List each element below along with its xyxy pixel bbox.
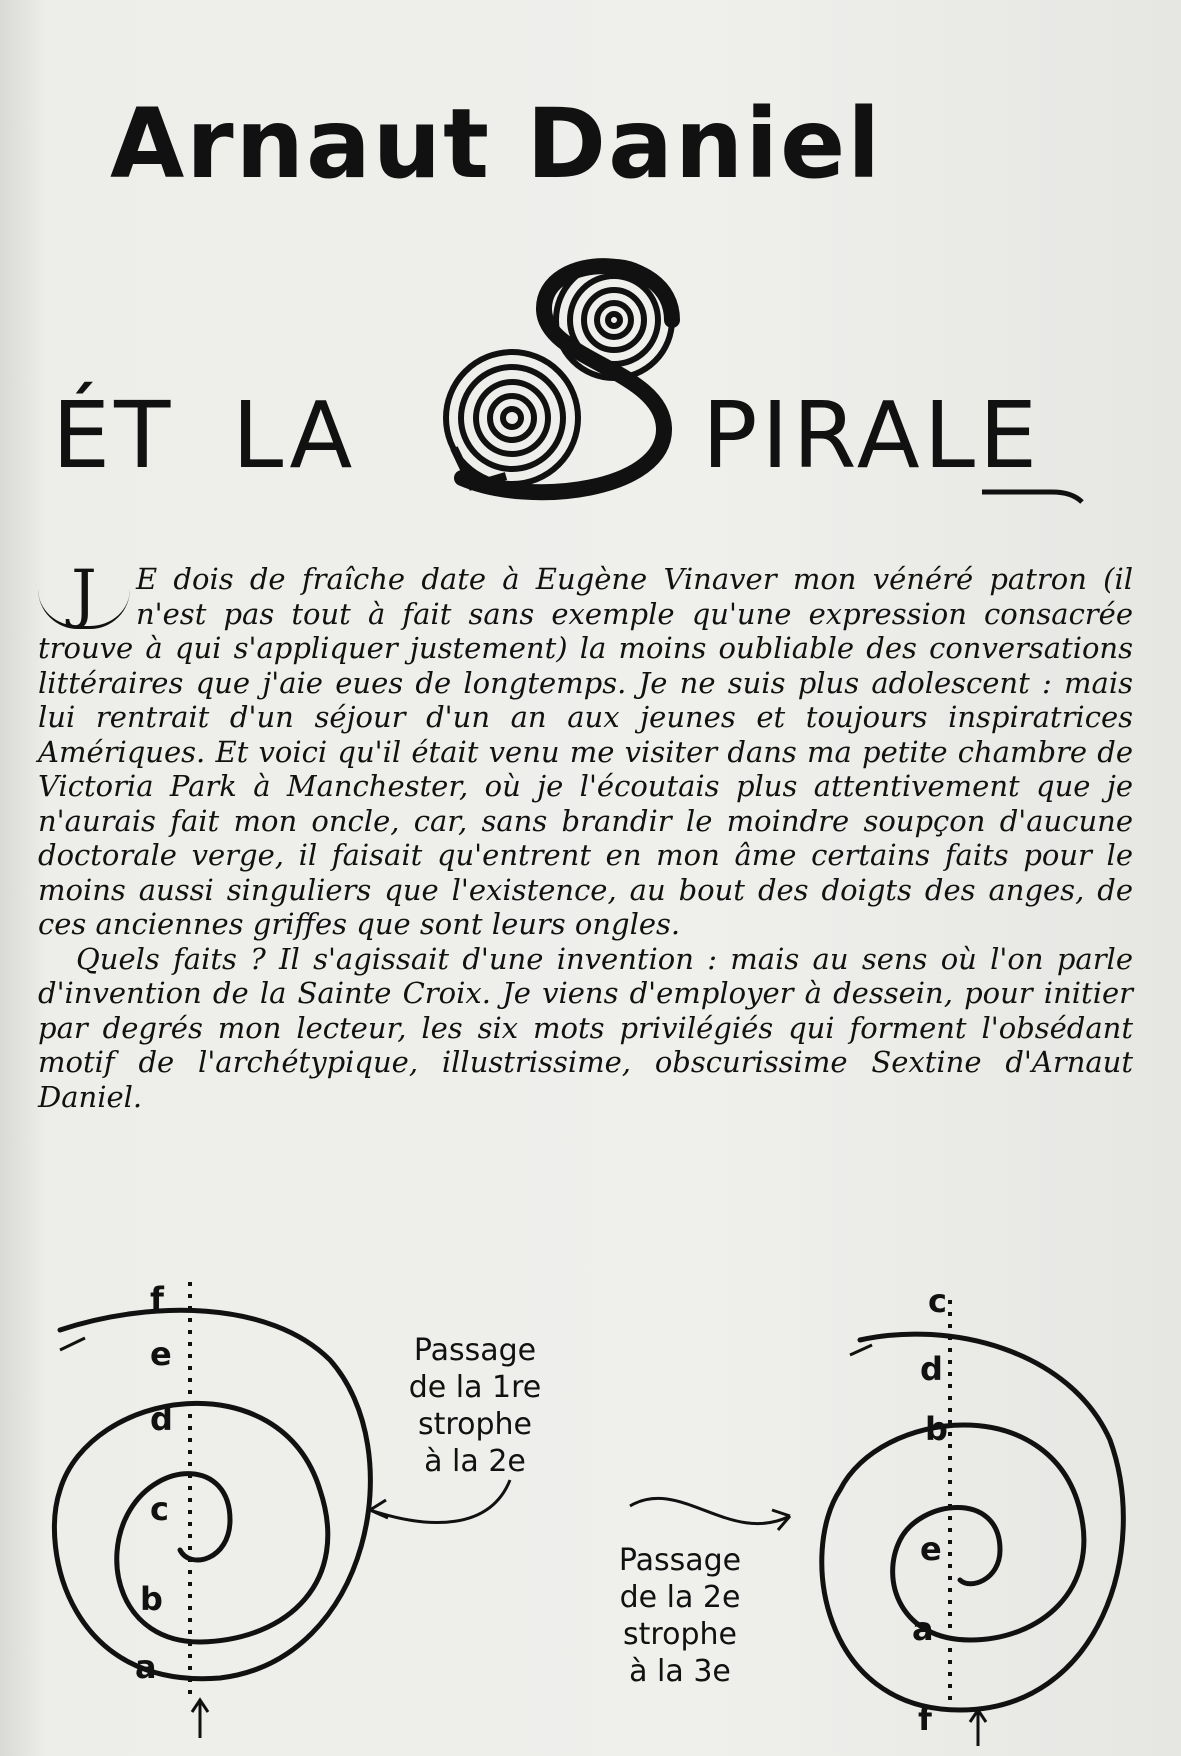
figures	[0, 1280, 1181, 1756]
paragraph-1	[38, 557, 1133, 942]
spiral-diagram-right	[800, 1290, 1160, 1756]
subtitle-la: LA	[232, 382, 357, 489]
left-letter-c: c	[150, 1490, 169, 1528]
right-letter-c: c	[928, 1282, 947, 1320]
spiral-diagram-left	[30, 1280, 390, 1756]
article-body	[38, 557, 1133, 1114]
drop-cap: J	[38, 564, 130, 629]
page-title: Arnaut Daniel	[110, 88, 883, 200]
subtitle	[52, 250, 1132, 520]
arrow-in-left	[60, 1338, 85, 1350]
left-letter-e: e	[150, 1335, 172, 1373]
spiral-s-letter-icon	[432, 250, 732, 510]
right-letter-d: d	[920, 1350, 943, 1388]
left-letter-f: f	[150, 1280, 164, 1318]
arrow-up-icon	[192, 1700, 208, 1738]
subtitle-et: ÉT	[52, 382, 175, 489]
left-letter-a: a	[135, 1648, 157, 1686]
subtitle-spirale-rest: PIRALE	[702, 382, 1042, 489]
paragraph-1-text: E dois de fraîche date à Eugène Vinaver mon vénéré patron (il n'est pas tout à fait sans exemple qu'une expression consacrée trouve à qui s'appliquer justement) la moins oubliable des conversations littéraires que j'aie eues de longtemps. Je ne suis plus adolescent : mais lui rentrait d'un séjour d'un an aux jeunes et toujours inspiratrices Amériques. Et voici qu'il était venu me visiter dans ma petite chambre de Victoria Park à Manchester, où je l'écoutais plus attentivement que je n'aurais fait mon oncle, car, sans brandir le moindre soupçon d'aucune doctorale verge, il faisait qu'entrent en mon âme certains faits pour le moins aussi singuliers que l'existence, au bout des doigts des anges, de ces anciennes griffes que sont leurs ongles.	[38, 562, 1133, 941]
left-letter-d: d	[150, 1400, 173, 1438]
underline-flourish-icon	[982, 480, 1092, 510]
right-letter-a: a	[912, 1610, 934, 1648]
paragraph-2: Quels faits ? Il s'agissait d'une invention : mais au sens où l'on parle d'invention de la Sainte Croix. Je viens d'employer à dessein, pour initier par degrés mon lecteur, les six mots privilégiés qui forment l'obsédant motif de l'archétypique, illustrissime, obscurissime Sextine d'Arnaut Daniel.	[38, 941, 1133, 1114]
arrow-up-icon	[970, 1710, 986, 1746]
left-caption: Passage de la 1re strophe à la 2e	[408, 1333, 542, 1479]
right-letter-b: b	[925, 1410, 948, 1448]
curved-arrow-left-icon	[360, 1470, 530, 1540]
right-letter-e: e	[920, 1530, 942, 1568]
left-letter-b: b	[140, 1580, 163, 1618]
right-letter-f: f	[918, 1700, 932, 1738]
curved-arrow-right-icon	[620, 1476, 800, 1546]
right-caption: Passage de la 2e strophe à la 3e	[618, 1543, 742, 1689]
